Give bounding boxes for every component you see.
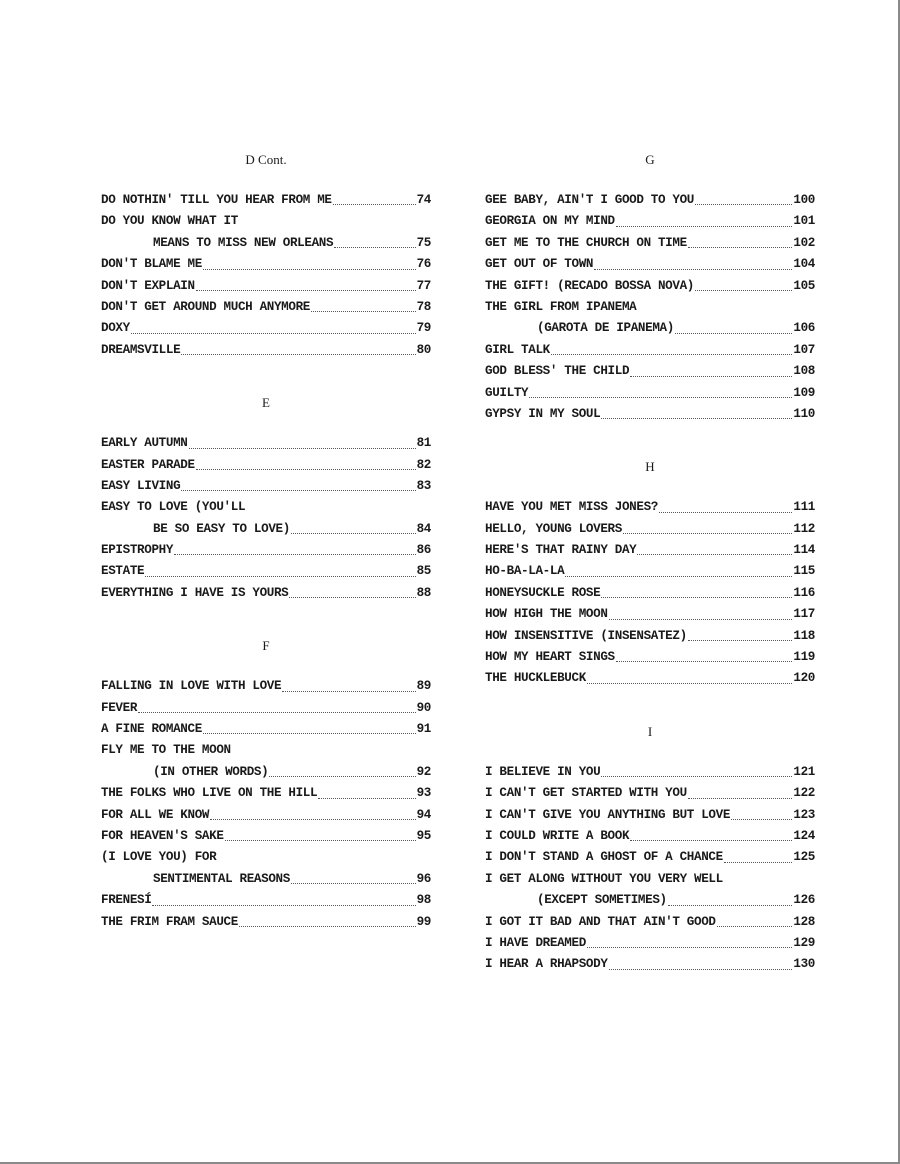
- entry-title: HERE'S THAT RAINY DAY: [485, 543, 637, 558]
- toc-entry: [485, 561, 815, 582]
- dot-leader: [203, 269, 416, 270]
- page-number: 125: [793, 850, 815, 865]
- dot-leader: [587, 947, 792, 948]
- toc-entry-line: [101, 497, 431, 518]
- entry-title: HOW INSENSITIVE (INSENSATEZ): [485, 628, 687, 643]
- toc-entry: [101, 719, 431, 740]
- toc-entry: [485, 190, 815, 211]
- dot-leader: [189, 448, 416, 449]
- dot-leader: [203, 733, 416, 734]
- dot-leader: [630, 840, 792, 841]
- dot-leader: [688, 247, 793, 248]
- toc-entry: [485, 497, 815, 518]
- toc-entry: [485, 540, 815, 561]
- dot-leader: [717, 926, 793, 927]
- toc-entry: [485, 933, 815, 954]
- dot-leader: [695, 290, 792, 291]
- toc-entry-line: [101, 847, 431, 868]
- entry-title: GUILTY: [485, 385, 529, 400]
- dot-leader: [196, 469, 416, 470]
- page-number: 85: [416, 564, 431, 579]
- toc-entry: [485, 890, 815, 911]
- dot-leader: [601, 597, 792, 598]
- entry-title: EPISTROPHY: [101, 543, 174, 558]
- entry-title: I HEAR A RHAPSODY: [485, 957, 608, 972]
- toc-entry-line: [485, 297, 815, 318]
- page-number: 78: [416, 299, 431, 314]
- toc-entry: [101, 890, 431, 911]
- toc-entry: [485, 211, 815, 232]
- toc-entry: [101, 869, 431, 890]
- entry-title: DOXY: [101, 321, 130, 336]
- toc-entry: [485, 847, 815, 868]
- entry-title: DON'T EXPLAIN: [101, 278, 195, 293]
- page-number: 83: [416, 478, 431, 493]
- entry-title: MEANS TO MISS NEW ORLEANS: [153, 235, 334, 250]
- entry-list: [485, 190, 815, 425]
- entry-title: I CAN'T GET STARTED WITH YOU: [485, 786, 687, 801]
- dot-leader: [131, 333, 416, 334]
- dot-leader: [282, 691, 415, 692]
- toc-entry: [101, 519, 431, 540]
- page-number: 122: [793, 786, 815, 801]
- entry-title: BE SO EASY TO LOVE): [153, 521, 290, 536]
- toc-entry: [485, 954, 815, 975]
- dot-leader: [318, 798, 415, 799]
- dot-leader: [587, 683, 792, 684]
- toc-entry: [485, 519, 815, 540]
- dot-leader: [601, 776, 792, 777]
- dot-leader: [637, 554, 792, 555]
- page-number: 128: [793, 914, 815, 929]
- dot-leader: [695, 204, 792, 205]
- entry-title: THE GIRL FROM IPANEMA: [485, 299, 637, 314]
- entry-title: GOD BLESS' THE CHILD: [485, 364, 630, 379]
- toc-entry: [101, 476, 431, 497]
- toc-entry: [485, 805, 815, 826]
- entry-title: HELLO, YOUNG LOVERS: [485, 521, 622, 536]
- entry-title: I DON'T STAND A GHOST OF A CHANCE: [485, 850, 723, 865]
- entry-title: I GET ALONG WITHOUT YOU VERY WELL: [485, 871, 723, 886]
- toc-entry: [485, 383, 815, 404]
- dot-leader: [138, 712, 416, 713]
- dot-leader: [688, 640, 793, 641]
- toc-entry: [101, 676, 431, 697]
- dot-leader: [594, 269, 792, 270]
- toc-entry: [485, 340, 815, 361]
- page-number: 118: [793, 628, 815, 643]
- entry-title: HONEYSUCKLE ROSE: [485, 585, 601, 600]
- page-number: 76: [416, 257, 431, 272]
- page-number: 92: [416, 764, 431, 779]
- toc-entry: [101, 190, 431, 211]
- entry-title: DON'T BLAME ME: [101, 257, 202, 272]
- dot-leader: [152, 905, 415, 906]
- page-number: 123: [793, 807, 815, 822]
- toc-entry: [101, 540, 431, 561]
- page-number: 98: [416, 893, 431, 908]
- entry-title: DREAMSVILLE: [101, 342, 181, 357]
- page-number: 120: [793, 671, 815, 686]
- dot-leader: [225, 840, 416, 841]
- page-number: 110: [793, 406, 815, 421]
- dot-leader: [174, 554, 416, 555]
- entry-title: HOW HIGH THE MOON: [485, 607, 608, 622]
- toc-entry: [101, 698, 431, 719]
- dot-leader: [668, 905, 793, 906]
- entry-title: THE GIFT! (RECADO BOSSA NOVA): [485, 278, 695, 293]
- toc-entry: [101, 455, 431, 476]
- page-number: 101: [793, 214, 815, 229]
- dot-leader: [210, 819, 415, 820]
- entry-title: FLY ME TO THE MOON: [101, 743, 231, 758]
- dot-leader: [616, 661, 793, 662]
- page-number: 112: [793, 521, 815, 536]
- toc-entry: [101, 762, 431, 783]
- dot-leader: [239, 926, 416, 927]
- page-number: 116: [793, 585, 815, 600]
- dot-leader: [724, 862, 793, 863]
- entry-list: [485, 497, 815, 690]
- dot-leader: [630, 376, 792, 377]
- toc-entry: [101, 805, 431, 826]
- toc-entry: [485, 762, 815, 783]
- entry-title: (GAROTA DE IPANEMA): [537, 321, 674, 336]
- page-number: 86: [416, 543, 431, 558]
- section-heading-h: H: [645, 459, 655, 475]
- dot-leader: [609, 619, 793, 620]
- entry-list: [101, 190, 431, 361]
- entry-title: THE FRIM FRAM SAUCE: [101, 914, 238, 929]
- entry-title: I COULD WRITE A BOOK: [485, 828, 630, 843]
- toc-entry-line: [485, 869, 815, 890]
- dot-leader: [289, 597, 415, 598]
- page-number: 81: [416, 436, 431, 451]
- entry-title: THE HUCKLEBUCK: [485, 671, 586, 686]
- page-number: 93: [416, 786, 431, 801]
- dot-leader: [609, 969, 793, 970]
- entry-title: GET OUT OF TOWN: [485, 257, 594, 272]
- page-number: 91: [416, 722, 431, 737]
- dot-leader: [311, 311, 416, 312]
- toc-entry: [101, 561, 431, 582]
- entry-title: EASTER PARADE: [101, 457, 195, 472]
- page-number: 88: [416, 585, 431, 600]
- dot-leader: [688, 798, 793, 799]
- page-number: 115: [793, 564, 815, 579]
- page-number: 100: [793, 192, 815, 207]
- entry-title: I CAN'T GIVE YOU ANYTHING BUT LOVE: [485, 807, 731, 822]
- toc-entry: [485, 647, 815, 668]
- toc-column-left: [101, 150, 431, 933]
- page-number: 102: [793, 235, 815, 250]
- toc-column-right: [485, 150, 815, 976]
- entry-list: [101, 433, 431, 604]
- entry-list: [485, 762, 815, 976]
- entry-title: HO-BA-LA-LA: [485, 564, 565, 579]
- toc-entry-line: [101, 740, 431, 761]
- entry-title: SENTIMENTAL REASONS: [153, 871, 290, 886]
- dot-leader: [196, 290, 416, 291]
- entry-title: FOR HEAVEN'S SAKE: [101, 828, 224, 843]
- page-number: 117: [793, 607, 815, 622]
- toc-entry: [101, 912, 431, 933]
- page-number: 79: [416, 321, 431, 336]
- page-number: 105: [793, 278, 815, 293]
- entry-title: DON'T GET AROUND MUCH ANYMORE: [101, 299, 311, 314]
- page-number: 111: [793, 500, 815, 515]
- toc-entry: [101, 783, 431, 804]
- page-number: 82: [416, 457, 431, 472]
- page-number: 77: [416, 278, 431, 293]
- dot-leader: [145, 576, 415, 577]
- toc-entry: [101, 433, 431, 454]
- dot-leader: [181, 354, 415, 355]
- page-number: 107: [793, 342, 815, 357]
- page-number: 80: [416, 342, 431, 357]
- entry-title: FEVER: [101, 700, 138, 715]
- dot-leader: [675, 333, 792, 334]
- toc-entry-line: [101, 211, 431, 232]
- dot-leader: [529, 397, 792, 398]
- toc-entry: [485, 318, 815, 339]
- toc-entry: [485, 233, 815, 254]
- dot-leader: [291, 533, 416, 534]
- page-number: 104: [793, 257, 815, 272]
- toc-entry: [485, 668, 815, 689]
- page-number: 96: [416, 871, 431, 886]
- dot-leader: [291, 883, 416, 884]
- toc-entry: [485, 826, 815, 847]
- toc-entry: [101, 826, 431, 847]
- entry-title: GEE BABY, AIN'T I GOOD TO YOU: [485, 192, 695, 207]
- toc-entry: [101, 276, 431, 297]
- page-number: 90: [416, 700, 431, 715]
- entry-title: I BELIEVE IN YOU: [485, 764, 601, 779]
- toc-entry: [485, 254, 815, 275]
- toc-entry: [485, 583, 815, 604]
- toc-entry: [485, 276, 815, 297]
- toc-entry: [101, 340, 431, 361]
- dot-leader: [616, 226, 793, 227]
- entry-title: EASY TO LOVE (YOU'LL: [101, 500, 246, 515]
- page-number: 89: [416, 679, 431, 694]
- page-number: 130: [793, 957, 815, 972]
- entry-title: GIRL TALK: [485, 342, 550, 357]
- page-number: 84: [416, 521, 431, 536]
- toc-entry: [101, 254, 431, 275]
- toc-entry: [101, 318, 431, 339]
- toc-entry: [101, 297, 431, 318]
- dot-leader: [551, 354, 793, 355]
- toc-entry: [485, 404, 815, 425]
- toc-entry: [485, 912, 815, 933]
- dot-leader: [623, 533, 792, 534]
- entry-title: (IN OTHER WORDS): [153, 764, 269, 779]
- page-number: 109: [793, 385, 815, 400]
- entry-title: ESTATE: [101, 564, 145, 579]
- entry-title: HAVE YOU MET MISS JONES?: [485, 500, 658, 515]
- dot-leader: [731, 819, 792, 820]
- toc-entry: [485, 783, 815, 804]
- entry-title: GYPSY IN MY SOUL: [485, 406, 601, 421]
- page-number: 94: [416, 807, 431, 822]
- page-number: 95: [416, 828, 431, 843]
- entry-title: I GOT IT BAD AND THAT AIN'T GOOD: [485, 914, 716, 929]
- page-number: 124: [793, 828, 815, 843]
- entry-title: THE FOLKS WHO LIVE ON THE HILL: [101, 786, 318, 801]
- toc-entry: [485, 361, 815, 382]
- section-heading-d-cont: D Cont.: [245, 152, 287, 167]
- section-heading-f: F: [262, 638, 270, 654]
- section-heading-g: G: [645, 152, 655, 167]
- toc-entry: [485, 604, 815, 625]
- entry-title: FOR ALL WE KNOW: [101, 807, 210, 822]
- entry-title: A FINE ROMANCE: [101, 722, 202, 737]
- entry-title: EASY LIVING: [101, 478, 181, 493]
- section-heading-e: E: [262, 395, 270, 411]
- dot-leader: [601, 418, 792, 419]
- page-number: 121: [793, 764, 815, 779]
- dot-leader: [565, 576, 792, 577]
- page-number: 108: [793, 364, 815, 379]
- page-number: 126: [793, 893, 815, 908]
- toc-entry: [101, 583, 431, 604]
- entry-title: I HAVE DREAMED: [485, 935, 586, 950]
- entry-title: FALLING IN LOVE WITH LOVE: [101, 679, 282, 694]
- page-number: 99: [416, 914, 431, 929]
- entry-title: FRENESÍ: [101, 893, 152, 908]
- entry-title: GEORGIA ON MY MIND: [485, 214, 615, 229]
- entry-title: EVERYTHING I HAVE IS YOURS: [101, 585, 289, 600]
- dot-leader: [181, 490, 415, 491]
- toc-entry: [101, 233, 431, 254]
- toc-entry: [485, 626, 815, 647]
- page-number: 114: [793, 543, 815, 558]
- entry-title: (I LOVE YOU) FOR: [101, 850, 217, 865]
- page-number: 119: [793, 650, 815, 665]
- dot-leader: [333, 204, 416, 205]
- dot-leader: [269, 776, 415, 777]
- entry-title: GET ME TO THE CHURCH ON TIME: [485, 235, 687, 250]
- entry-title: DO NOTHIN' TILL YOU HEAR FROM ME: [101, 192, 332, 207]
- entry-title: DO YOU KNOW WHAT IT: [101, 214, 238, 229]
- entry-title: EARLY AUTUMN: [101, 436, 188, 451]
- page-number: 74: [416, 192, 431, 207]
- entry-title: HOW MY HEART SINGS: [485, 650, 615, 665]
- page-number: 129: [793, 935, 815, 950]
- entry-title: (EXCEPT SOMETIMES): [537, 893, 667, 908]
- dot-leader: [334, 247, 415, 248]
- page-number: 75: [416, 235, 431, 250]
- page-number: 106: [793, 321, 815, 336]
- entry-list: [101, 676, 431, 933]
- dot-leader: [659, 512, 792, 513]
- section-heading-i: I: [647, 723, 653, 739]
